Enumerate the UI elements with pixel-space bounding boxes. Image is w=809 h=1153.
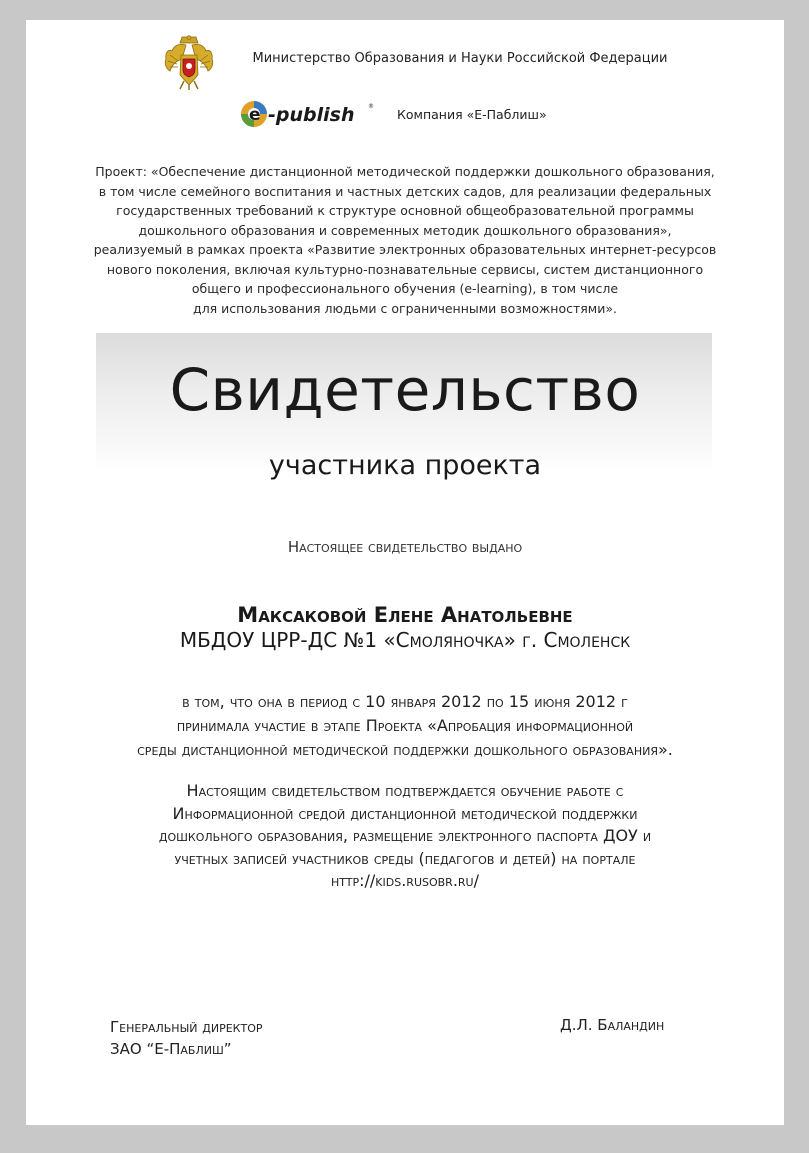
- signer-position: [110, 1016, 263, 1060]
- statement-line: Информационной средой дистанционной методической поддержки: [172, 803, 638, 823]
- statement-line: принимала участие в этапе Проекта «Апробация информационной: [176, 716, 634, 735]
- signer-name: Д.Л. Баландин: [560, 1016, 665, 1034]
- svg-text:-publish: -publish: [268, 104, 355, 126]
- recipient-name: Максаковой Елене Анатольевне: [237, 603, 573, 627]
- statement-line: учетных записей участников среды (педагогов и детей) на портале: [174, 848, 636, 868]
- recipient-organization: МБДОУ ЦРР-ДС №1 «Смоляночка» г. Смоленск: [179, 628, 631, 652]
- statement-line: среды дистанционной методической поддержки дошкольного образования».: [137, 740, 673, 759]
- project-line: для использования людьми с ограниченными возможностями».: [193, 300, 617, 316]
- participation-statement: [46, 690, 764, 762]
- ministry-name: Министерство Образования и Науки Российской Федерации: [252, 51, 668, 66]
- company-name: Компания «Е-Паблиш»: [397, 107, 547, 122]
- svg-text:®: ®: [368, 103, 374, 110]
- company-title: ЗАО “Е-Паблиш”: [110, 1040, 232, 1058]
- project-line: общего и профессионального обучения (e-learning), в том числе: [191, 281, 619, 296]
- project-line: Проект: «Обеспечение дистанционной методической поддержки дошкольного образования,: [95, 164, 715, 179]
- e-publish-logo: [239, 99, 374, 129]
- svg-text:e: e: [249, 105, 261, 125]
- certificate-sheet: [26, 20, 784, 1125]
- certificate-title: Свидетельство: [169, 356, 641, 424]
- project-line: в том числе семейного воспитания и частных детских садов, для реализации федеральных: [98, 183, 712, 199]
- statement-line: дошкольного образования, размещение электронного паспорта ДОУ и: [158, 826, 652, 845]
- project-line: нового поколения, включая культурно-познавательные сервисы, систем дистанционного: [106, 261, 704, 277]
- project-line: государственных требований к структуре основной общеобразовательной программы: [116, 203, 694, 218]
- portal-url: http://kids.rusobr.ru/: [330, 871, 479, 890]
- training-statement: [46, 780, 764, 893]
- issued-to-label: Настоящее свидетельство выдано: [287, 538, 523, 556]
- statement-line: в том, что она в период с 10 января 2012 по 15 июня 2012 г: [182, 692, 628, 711]
- position-title: Генеральный директор: [110, 1018, 263, 1036]
- project-line: дошкольного образования и современных методик дошкольного образования»,: [138, 222, 672, 238]
- certificate-subtitle: участника проекта: [268, 450, 542, 481]
- statement-line: Настоящим свидетельством подтверждается обучение работе с: [186, 781, 624, 800]
- project-description: [66, 162, 744, 318]
- project-line: реализуемый в рамках проекта «Развитие электронных образовательных интернет-ресурсов: [93, 242, 717, 257]
